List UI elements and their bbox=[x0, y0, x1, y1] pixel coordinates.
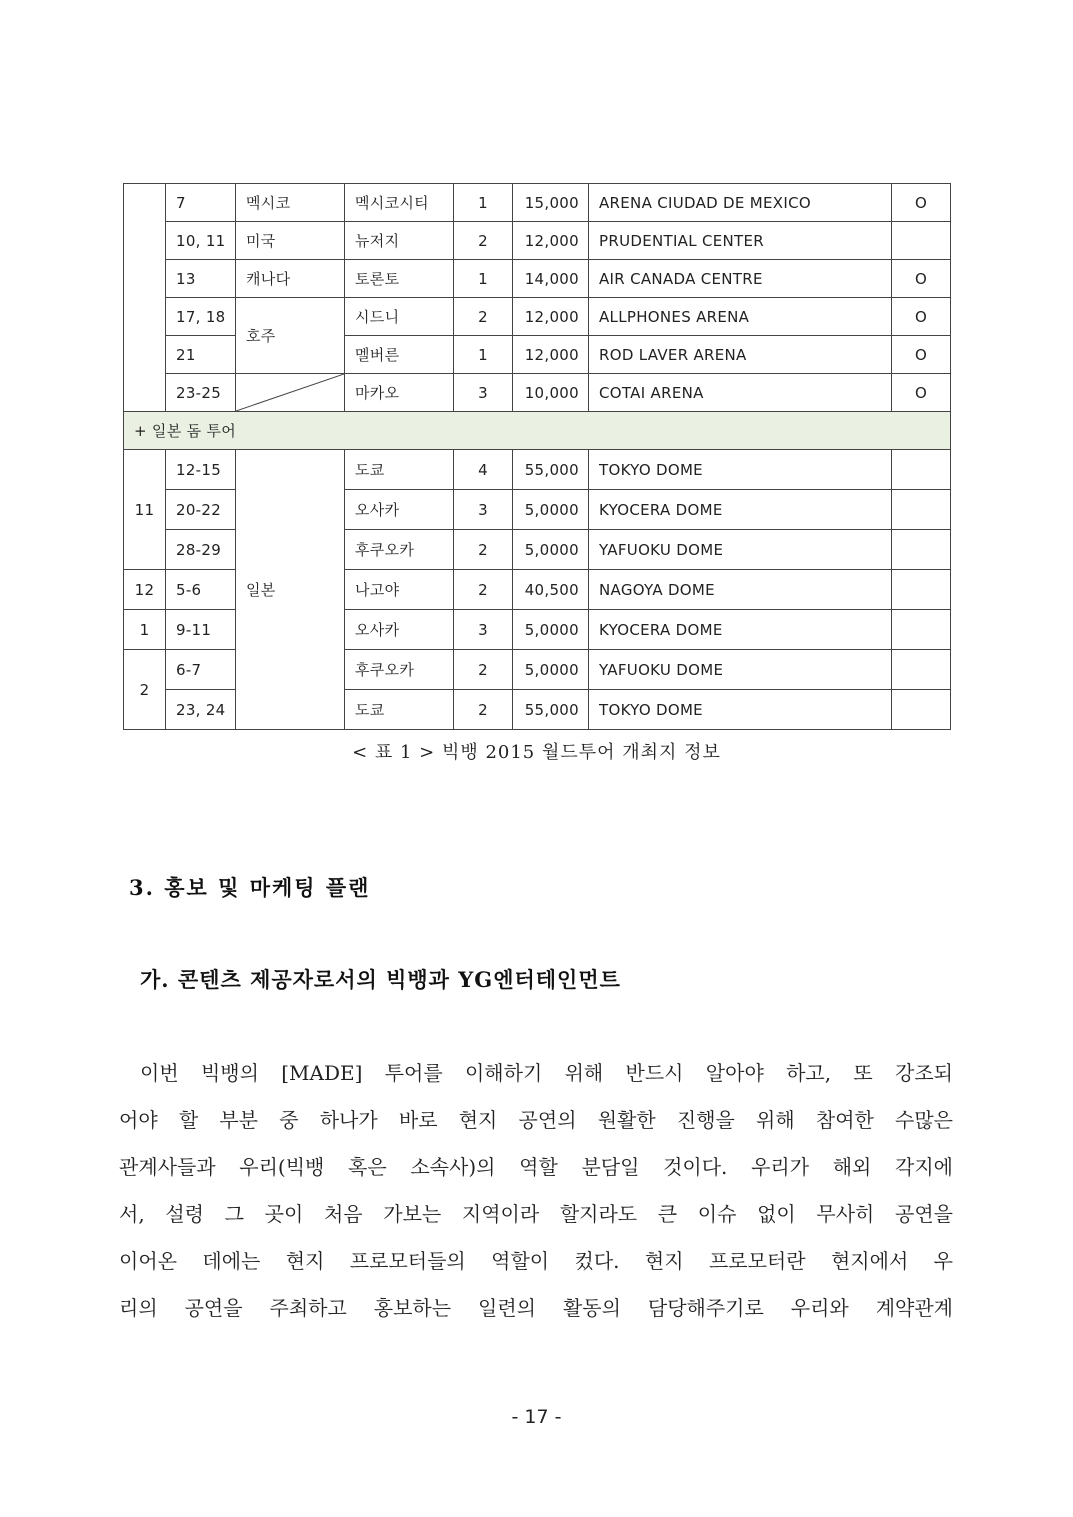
capacity-cell: 12,000 bbox=[513, 336, 589, 374]
page-number: - 17 - bbox=[511, 1406, 562, 1428]
shows-cell: 3 bbox=[454, 490, 513, 530]
capacity-cell: 12,000 bbox=[513, 222, 589, 260]
city-cell: 후쿠오카 bbox=[345, 650, 454, 690]
subsection-heading: 가. 콘텐츠 제공자로서의 빅뱅과 YG엔터테인먼트 bbox=[140, 967, 621, 992]
table-row bbox=[124, 374, 951, 412]
venue-cell: TOKYO DOME bbox=[589, 450, 892, 490]
venue-cell: YAFUOKU DOME bbox=[589, 650, 892, 690]
mark-cell: O bbox=[892, 298, 951, 336]
country-cell: 일본 bbox=[236, 450, 345, 730]
shows-cell: 3 bbox=[454, 374, 513, 412]
diagonal-line bbox=[236, 374, 344, 411]
paragraph-line: 어야 할 부분 중 하나가 바로 현지 공연의 원활한 진행을 위해 참여한 수많은 bbox=[119, 1108, 953, 1132]
city-cell: 도쿄 bbox=[345, 690, 454, 730]
city-cell: 멕시코시티 bbox=[345, 184, 454, 222]
mark-cell bbox=[892, 610, 951, 650]
section-label: + 일본 돔 투어 bbox=[124, 412, 951, 450]
country-cell: 캐나다 bbox=[236, 260, 345, 298]
day-cell: 9-11 bbox=[166, 610, 236, 650]
month-cell: 12 bbox=[124, 570, 166, 610]
country-cell: 미국 bbox=[236, 222, 345, 260]
venue-cell: YAFUOKU DOME bbox=[589, 530, 892, 570]
capacity-cell: 55,000 bbox=[513, 690, 589, 730]
venue-cell: ALLPHONES ARENA bbox=[589, 298, 892, 336]
table-row bbox=[124, 450, 951, 490]
venue-cell: ROD LAVER ARENA bbox=[589, 336, 892, 374]
venue-cell: NAGOYA DOME bbox=[589, 570, 892, 610]
month-cell: 1 bbox=[124, 610, 166, 650]
city-cell: 토론토 bbox=[345, 260, 454, 298]
day-cell: 5-6 bbox=[166, 570, 236, 610]
mark-cell bbox=[892, 450, 951, 490]
day-cell: 12-15 bbox=[166, 450, 236, 490]
venue-cell: TOKYO DOME bbox=[589, 690, 892, 730]
shows-cell: 2 bbox=[454, 298, 513, 336]
capacity-cell: 5,0000 bbox=[513, 490, 589, 530]
capacity-cell: 5,0000 bbox=[513, 610, 589, 650]
shows-cell: 3 bbox=[454, 610, 513, 650]
section-heading: 3. 홍보 및 마케팅 플랜 bbox=[129, 875, 371, 900]
venue-cell: PRUDENTIAL CENTER bbox=[589, 222, 892, 260]
day-cell: 7 bbox=[166, 184, 236, 222]
paragraph-line: 리의 공연을 주최하고 홍보하는 일련의 활동의 담당해주기로 우리와 계약관계 bbox=[119, 1296, 953, 1320]
table-row bbox=[124, 184, 951, 222]
day-cell: 10, 11 bbox=[166, 222, 236, 260]
empty-diagonal-cell bbox=[236, 374, 345, 412]
day-cell: 13 bbox=[166, 260, 236, 298]
day-cell: 23-25 bbox=[166, 374, 236, 412]
venue-cell: COTAI ARENA bbox=[589, 374, 892, 412]
capacity-cell: 5,0000 bbox=[513, 530, 589, 570]
shows-cell: 2 bbox=[454, 650, 513, 690]
city-cell: 나고야 bbox=[345, 570, 454, 610]
month-cell: 11 bbox=[124, 450, 166, 570]
paragraph-line: 서, 설령 그 곳이 처음 가보는 지역이라 할지라도 큰 이슈 없이 무사히 공연을 bbox=[119, 1202, 953, 1226]
shows-cell: 2 bbox=[454, 530, 513, 570]
capacity-cell: 40,500 bbox=[513, 570, 589, 610]
mark-cell bbox=[892, 690, 951, 730]
venue-cell: ARENA CIUDAD DE MEXICO bbox=[589, 184, 892, 222]
shows-cell: 1 bbox=[454, 260, 513, 298]
mark-cell bbox=[892, 490, 951, 530]
mark-cell: O bbox=[892, 374, 951, 412]
city-cell: 뉴저지 bbox=[345, 222, 454, 260]
venue-cell: AIR CANADA CENTRE bbox=[589, 260, 892, 298]
shows-cell: 1 bbox=[454, 336, 513, 374]
mark-cell bbox=[892, 570, 951, 610]
paragraph-line: 이어온 데에는 현지 프로모터들의 역할이 컸다. 현지 프로모터란 현지에서 우 bbox=[119, 1249, 953, 1273]
body-paragraph bbox=[119, 1050, 953, 1332]
day-cell: 23, 24 bbox=[166, 690, 236, 730]
paragraph-line: 이번 빅뱅의 [MADE] 투어를 이해하기 위해 반드시 알아야 하고, 또 강조되 bbox=[140, 1061, 953, 1085]
mark-cell: O bbox=[892, 184, 951, 222]
day-cell: 28-29 bbox=[166, 530, 236, 570]
city-cell: 후쿠오카 bbox=[345, 530, 454, 570]
shows-cell: 2 bbox=[454, 222, 513, 260]
day-cell: 20-22 bbox=[166, 490, 236, 530]
section-row bbox=[124, 412, 951, 450]
table-row bbox=[124, 260, 951, 298]
tour-venue-table bbox=[123, 183, 951, 730]
capacity-cell: 14,000 bbox=[513, 260, 589, 298]
day-cell: 6-7 bbox=[166, 650, 236, 690]
day-cell: 21 bbox=[166, 336, 236, 374]
mark-cell bbox=[892, 222, 951, 260]
city-cell: 도쿄 bbox=[345, 450, 454, 490]
month-cell: 2 bbox=[124, 650, 166, 730]
country-cell: 멕시코 bbox=[236, 184, 345, 222]
mark-cell bbox=[892, 650, 951, 690]
country-cell: 호주 bbox=[236, 298, 345, 374]
mark-cell: O bbox=[892, 260, 951, 298]
paragraph-line: 관계사들과 우리(빅뱅 혹은 소속사)의 역할 분담일 것이다. 우리가 해외 각지에 bbox=[119, 1155, 953, 1179]
shows-cell: 1 bbox=[454, 184, 513, 222]
shows-cell: 4 bbox=[454, 450, 513, 490]
capacity-cell: 15,000 bbox=[513, 184, 589, 222]
city-cell: 오사카 bbox=[345, 610, 454, 650]
city-cell: 시드니 bbox=[345, 298, 454, 336]
capacity-cell: 55,000 bbox=[513, 450, 589, 490]
venue-cell: KYOCERA DOME bbox=[589, 490, 892, 530]
shows-cell: 2 bbox=[454, 570, 513, 610]
table-row bbox=[124, 222, 951, 260]
city-cell: 멜버른 bbox=[345, 336, 454, 374]
capacity-cell: 5,0000 bbox=[513, 650, 589, 690]
shows-cell: 2 bbox=[454, 690, 513, 730]
table-row bbox=[124, 298, 951, 336]
venue-cell: KYOCERA DOME bbox=[589, 610, 892, 650]
capacity-cell: 12,000 bbox=[513, 298, 589, 336]
capacity-cell: 10,000 bbox=[513, 374, 589, 412]
table-caption: < 표 1 > 빅뱅 2015 월드투어 개최지 정보 bbox=[352, 742, 721, 763]
mark-cell: O bbox=[892, 336, 951, 374]
mark-cell bbox=[892, 530, 951, 570]
month-cell bbox=[124, 184, 166, 412]
city-cell: 마카오 bbox=[345, 374, 454, 412]
city-cell: 오사카 bbox=[345, 490, 454, 530]
day-cell: 17, 18 bbox=[166, 298, 236, 336]
